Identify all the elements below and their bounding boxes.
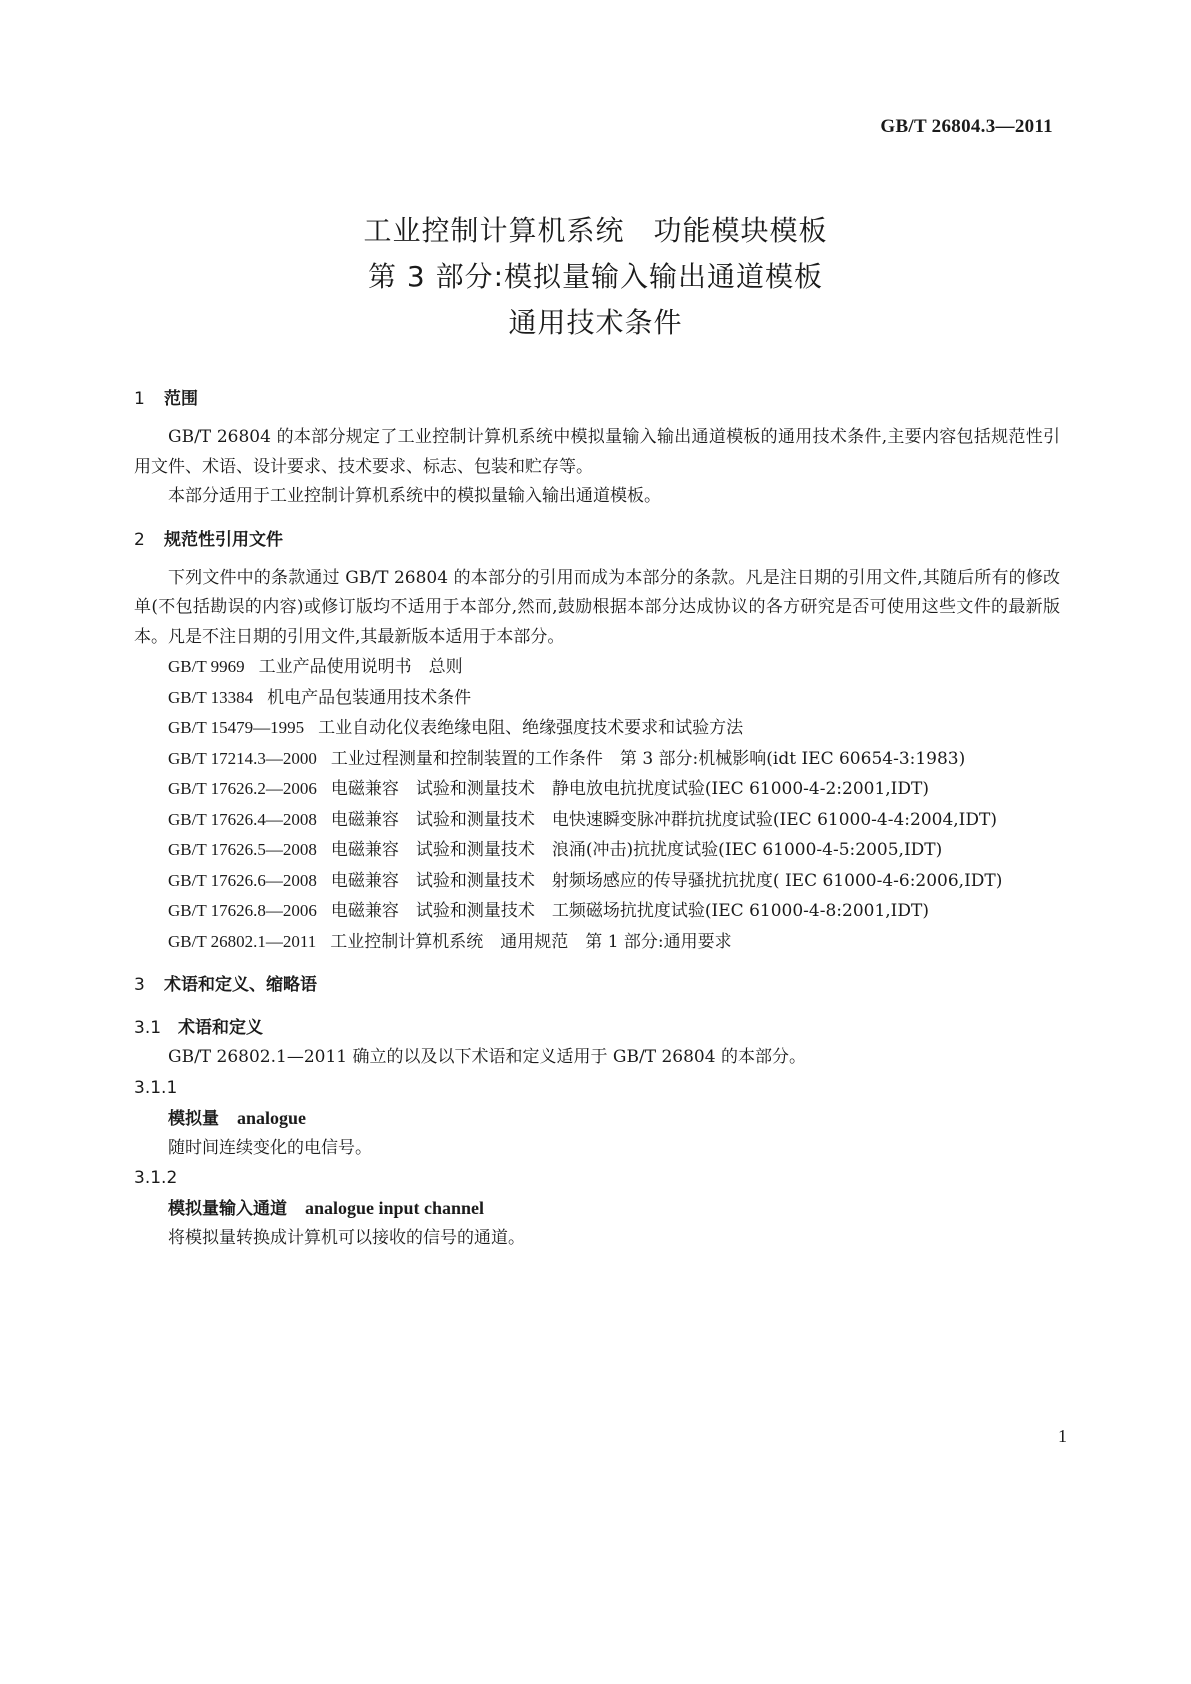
reference-code: GB/T 13384	[168, 687, 254, 707]
term-name-cn: 模拟量输入通道	[168, 1199, 287, 1219]
reference-item	[134, 835, 1060, 866]
reference-code: GB/T 17626.2—2006	[168, 779, 317, 798]
subsection-number: 3.1	[134, 1018, 162, 1038]
reference-code: GB/T 17626.6—2008	[168, 870, 317, 890]
reference-name: 电磁兼容 试验和测量技术 工频磁场抗扰度试验(IEC 61000-4-8:2001,IDT)	[330, 901, 930, 921]
term-number: 3.1.1	[134, 1077, 178, 1098]
reference-item	[134, 866, 1060, 897]
reference-item	[134, 683, 1060, 714]
reference-code: GB/T 26802.1—2011	[168, 931, 317, 951]
term-name-en: analogue	[237, 1107, 307, 1128]
reference-name: 工业控制计算机系统 通用规范 第 1 部分:通用要求	[330, 931, 732, 952]
section-number: 2	[134, 529, 145, 550]
reference-name: 工业自动化仪表绝缘电阻、绝缘强度技术要求和试验方法	[318, 718, 744, 738]
term-name-cn: 模拟量	[168, 1108, 219, 1129]
reference-code: GB/T 9969	[168, 657, 245, 676]
reference-item	[134, 896, 1060, 927]
section-title: 规范性引用文件	[164, 529, 283, 550]
term-name	[134, 1103, 1060, 1134]
reference-code: GB/T 17626.5—2008	[168, 840, 317, 859]
reference-item	[134, 774, 1060, 805]
paragraph: 本部分适用于工业控制计算机系统中的模拟量输入输出通道模板。	[168, 486, 661, 506]
reference-code: GB/T 17626.8—2006	[168, 901, 317, 920]
section-number: 3	[134, 975, 145, 995]
reference-code: GB/T 15479—1995	[168, 718, 305, 737]
section-number: 1	[134, 389, 145, 409]
paragraph: GB/T 26802.1—2011 确立的以及以下术语和定义适用于 GB/T 26804 的本部分。	[168, 1047, 806, 1067]
reference-item	[134, 744, 1060, 775]
reference-item	[134, 652, 1060, 683]
section-title: 范围	[164, 389, 198, 409]
term-number: 3.1.2	[134, 1168, 178, 1188]
reference-name: 电磁兼容 试验和测量技术 电快速瞬变脉冲群抗扰度试验(IEC 61000-4-4:2004,IDT)	[330, 809, 998, 830]
term-name-en: analogue input channel	[305, 1198, 485, 1218]
reference-name: 电磁兼容 试验和测量技术 静电放电抗扰度试验(IEC 61000-4-2:2001,IDT)	[330, 779, 930, 799]
section-3-heading	[134, 970, 1060, 1000]
reference-item	[134, 805, 1060, 836]
reference-name: 工业过程测量和控制装置的工作条件 第 3 部分:机械影响(idt IEC 60654-3:1983)	[330, 748, 966, 769]
term-definition: 随时间连续变化的电信号。	[168, 1137, 372, 1158]
reference-code: GB/T 17214.3—2000	[168, 748, 317, 768]
title-line-3: 通用技术条件	[508, 306, 683, 339]
reference-item	[134, 713, 1060, 744]
paragraph: GB/T 26804 的本部分规定了工业控制计算机系统中模拟量输入输出通道模板的通用技术条件,主要内容包括规范性引用文件、术语、设计要求、技术要求、标志、包装和贮存等。	[134, 427, 1060, 477]
document-body	[134, 384, 1060, 1254]
reference-code: GB/T 17626.4—2008	[168, 809, 317, 829]
reference-item	[134, 927, 1060, 958]
reference-name: 机电产品包装通用技术条件	[267, 687, 472, 708]
title-line-1: 工业控制计算机系统 功能模块模板	[363, 214, 828, 247]
term-definition: 将模拟量转换成计算机可以接收的信号的通道。	[168, 1228, 525, 1248]
document-title	[0, 208, 1191, 346]
reference-name: 电磁兼容 试验和测量技术 浪涌(冲击)抗扰度试验(IEC 61000-4-5:2005,IDT)	[330, 840, 943, 860]
section-1-heading	[134, 384, 1060, 414]
standard-code: GB/T 26804.3—2011	[880, 116, 1053, 137]
paragraph: 下列文件中的条款通过 GB/T 26804 的本部分的引用而成为本部分的条款。凡是注日期的引用文件,其随后所有的修改单(不包括勘误的内容)或修订版均不适用于本部分,然而,鼓励根据本部分达成协议的各方研究是否可使用这些文件的最新版本。凡是不注日期的引用文件,其最新版本适用于本部分。	[134, 567, 1060, 647]
reference-name: 电磁兼容 试验和测量技术 射频场感应的传导骚扰抗扰度( IEC 61000-4-6:2006,IDT)	[330, 870, 1003, 891]
page-number: 1	[1058, 1426, 1067, 1446]
title-line-2: 第 3 部分:模拟量输入输出通道模板	[367, 260, 824, 293]
subsection-title: 术语和定义	[178, 1018, 263, 1038]
subsection-3-1-heading	[134, 1013, 1060, 1043]
term-name	[134, 1193, 1060, 1224]
section-2-heading	[134, 525, 1060, 555]
reference-name: 工业产品使用说明书 总则	[258, 657, 463, 677]
section-title: 术语和定义、缩略语	[164, 975, 317, 995]
